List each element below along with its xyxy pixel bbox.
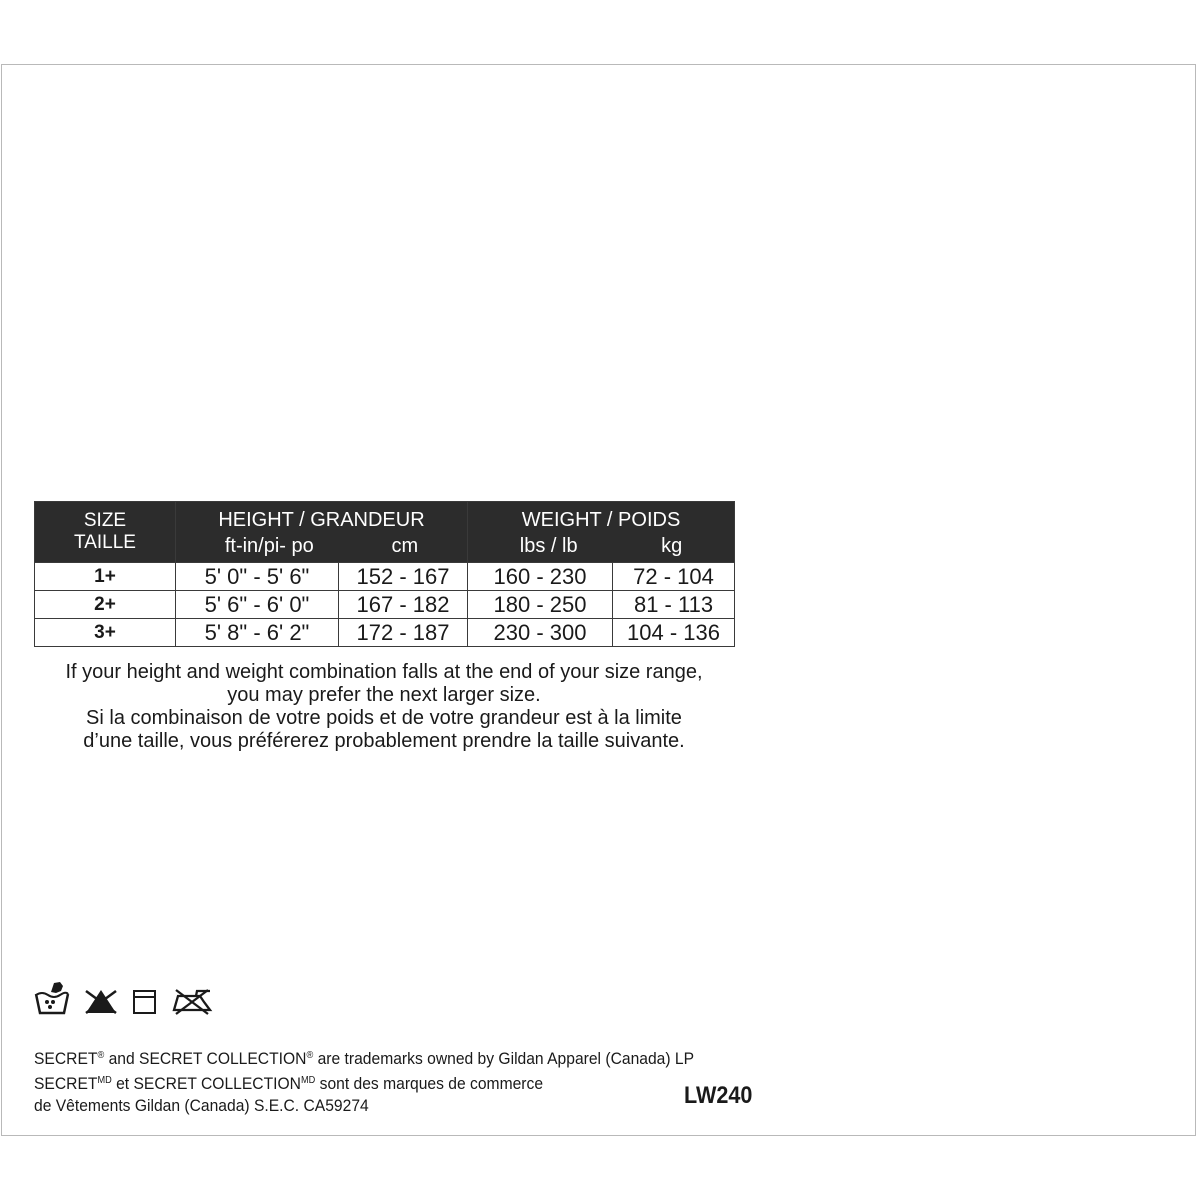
note-line: Si la combinaison de votre poids et de votre grandeur est à la limite [86, 707, 682, 729]
weight-header [468, 502, 735, 563]
trademark-line-company: de Vêtements Gildan (Canada) S.E.C. CA59274 [34, 1096, 369, 1115]
table-row [35, 591, 735, 619]
height-cm-cell: 167 - 182 [339, 591, 468, 619]
table-row [35, 563, 735, 591]
weight-lbs-cell: 180 - 250 [468, 591, 613, 619]
size-header [35, 502, 176, 563]
height-ft-label: ft-in/pi- po [224, 535, 314, 557]
weight-lbs-cell: 160 - 230 [468, 563, 613, 591]
size-header-fr: TAILLE [74, 532, 136, 553]
weight-kg-cell: 104 - 136 [613, 619, 735, 647]
care-symbols [34, 976, 214, 1016]
trademark-line-en: SECRET® and SECRET COLLECTION® are trademarks owned by Gildan Apparel (Canada) LP [34, 1049, 695, 1068]
size-cell: 1+ [35, 563, 176, 591]
note-line: If your height and weight combination falls at the end of your size range, [65, 661, 703, 683]
height-cm-cell: 152 - 167 [339, 563, 468, 591]
product-code: LW240 [684, 1082, 753, 1109]
height-ft-cell: 5' 6" - 6' 0" [176, 591, 339, 619]
trademark-line-fr: $SECRET^{MD}$ et SECRET $COLLECTION^{MD}$ sont des marques de commerce [34, 1074, 544, 1093]
size-header-en: SIZE [83, 510, 127, 531]
height-header-title: HEIGHT / GRANDEUR [218, 509, 425, 531]
size-chart-table [34, 501, 735, 647]
table-row [35, 619, 735, 647]
size-cell: 2+ [35, 591, 176, 619]
size-advice-note [34, 661, 734, 753]
weight-kg-cell: 81 - 113 [613, 591, 735, 619]
table-header-row [35, 502, 735, 563]
weight-kg-label: kg [661, 535, 683, 557]
trademark-notice [34, 1045, 751, 1117]
height-header [176, 502, 468, 563]
height-cm-cell: 172 - 187 [339, 619, 468, 647]
height-cm-label: cm [391, 535, 419, 557]
size-cell: 3+ [35, 619, 176, 647]
no-bleach-icon [82, 986, 120, 1016]
note-line: you may prefer the next larger size. [227, 684, 541, 706]
height-ft-cell: 5' 0" - 5' 6" [176, 563, 339, 591]
dry-flat-icon [132, 988, 158, 1016]
weight-header-title: WEIGHT / POIDS [521, 509, 681, 531]
weight-kg-cell: 72 - 104 [613, 563, 735, 591]
do-not-iron-icon [170, 986, 214, 1016]
hand-wash-icon [34, 980, 70, 1016]
height-ft-cell: 5' 8" - 6' 2" [176, 619, 339, 647]
weight-lbs-label: lbs / lb [519, 535, 578, 557]
weight-lbs-cell: 230 - 300 [468, 619, 613, 647]
note-line: d’une taille, vous préférerez probablement prendre la taille suivante. [83, 730, 685, 752]
